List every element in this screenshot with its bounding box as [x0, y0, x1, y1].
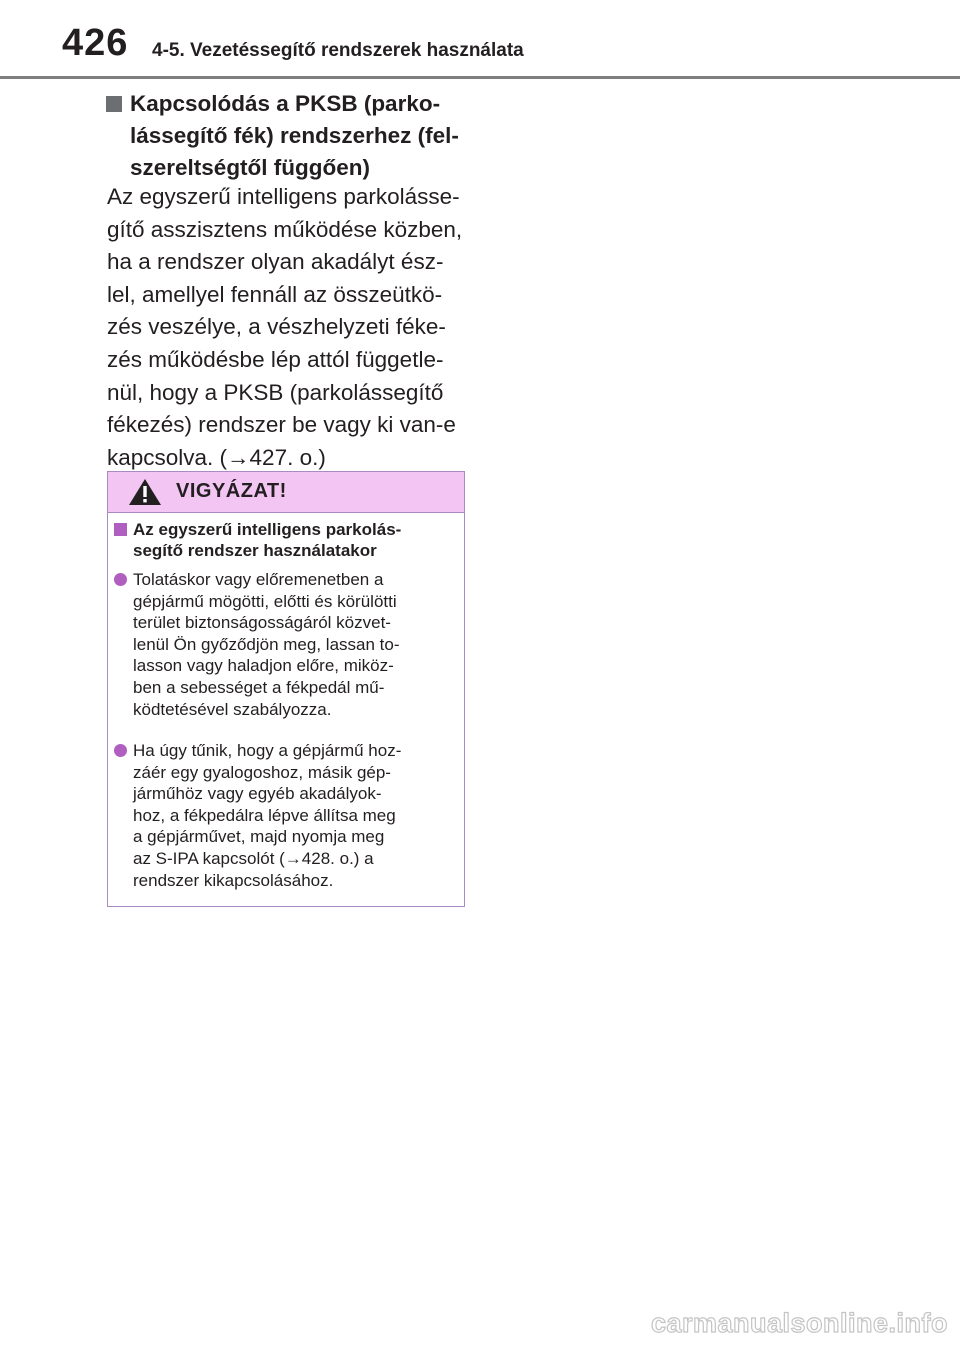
heading-line: Kapcsolódás a PKSB (parko- — [130, 91, 441, 116]
section-heading — [106, 88, 466, 184]
warning-line: ködtetésével szabályozza. — [133, 699, 332, 719]
warning-line: lenül Ön győződjön meg, lassan to- — [133, 634, 400, 654]
body-line: ha a rendszer olyan akadályt ész- — [107, 249, 444, 275]
warning-title: VIGYÁZAT! — [176, 480, 287, 502]
circle-bullet-icon — [114, 744, 127, 757]
warning-line: Ha úgy tűnik, hogy a gépjármű hoz- — [133, 741, 402, 760]
body-line: Az egyszerű intelligens parkolásse- — [107, 184, 460, 209]
section-title: 4-5. Vezetéssegítő rendszerek használata — [152, 40, 524, 61]
body-line: zés működésbe lép attól függetle- — [107, 346, 444, 372]
warning-line: gépjármű mögötti, előtti és körülötti — [133, 591, 397, 611]
warning-line: rendszer kikapcsolásához. — [133, 870, 334, 890]
warning-box — [107, 471, 465, 907]
heading-line: szereltségtől függően) — [130, 155, 371, 180]
body-line: fékezés) rendszer be vagy ki van-e — [107, 412, 456, 438]
circle-bullet-icon — [114, 573, 127, 586]
body-line: gítő asszisztens működése közben, — [107, 216, 463, 242]
body-line: nül, hogy a PKSB (parkolássegítő — [107, 379, 444, 405]
warning-subheading — [113, 519, 459, 561]
subheading-line: Az egyszerű intelligens parkolás- — [133, 520, 402, 539]
warning-item — [113, 740, 459, 891]
subheading-line: segítő rendszer használatakor — [133, 541, 377, 560]
warning-line: hoz, a fékpedálra lépve állítsa meg — [133, 805, 396, 825]
warning-header — [108, 472, 464, 513]
svg-text:carmanualsonline.info: carmanualsonline.info — [650, 1308, 948, 1338]
warning-line: lasson vagy haladjon előre, miköz- — [133, 656, 394, 676]
body-line: lel, amellyel fennáll az összeütkö- — [107, 281, 443, 307]
warning-line: záér egy gyalogoshoz, másik gép- — [133, 762, 391, 782]
warning-line: járműhöz vagy egyéb akadályok- — [133, 784, 382, 804]
heading-line: lássegítő fék) rendszerhez (fel- — [130, 123, 459, 148]
body-line: kapcsolva. (→427. o.) — [107, 444, 326, 470]
warning-line: Tolatáskor vagy előremenetben a — [133, 570, 384, 589]
warning-line: a gépjárművet, majd nyomja meg — [133, 827, 385, 847]
warning-line: terület biztonságosságáról közvet- — [133, 613, 391, 633]
watermark — [590, 1302, 950, 1342]
body-line: zés veszélye, a vészhelyzeti féke- — [107, 314, 446, 340]
square-bullet-icon — [106, 96, 122, 112]
warning-triangle-icon — [128, 478, 162, 506]
warning-line: az S-IPA kapcsolót (→428. o.) a — [133, 848, 374, 868]
warning-line: ben a sebességet a fékpedál mű- — [133, 677, 385, 697]
body-paragraph — [107, 181, 467, 474]
square-bullet-icon — [114, 523, 127, 536]
page-number: 426 — [62, 22, 129, 64]
warning-item — [113, 569, 459, 720]
header-divider — [0, 76, 960, 79]
